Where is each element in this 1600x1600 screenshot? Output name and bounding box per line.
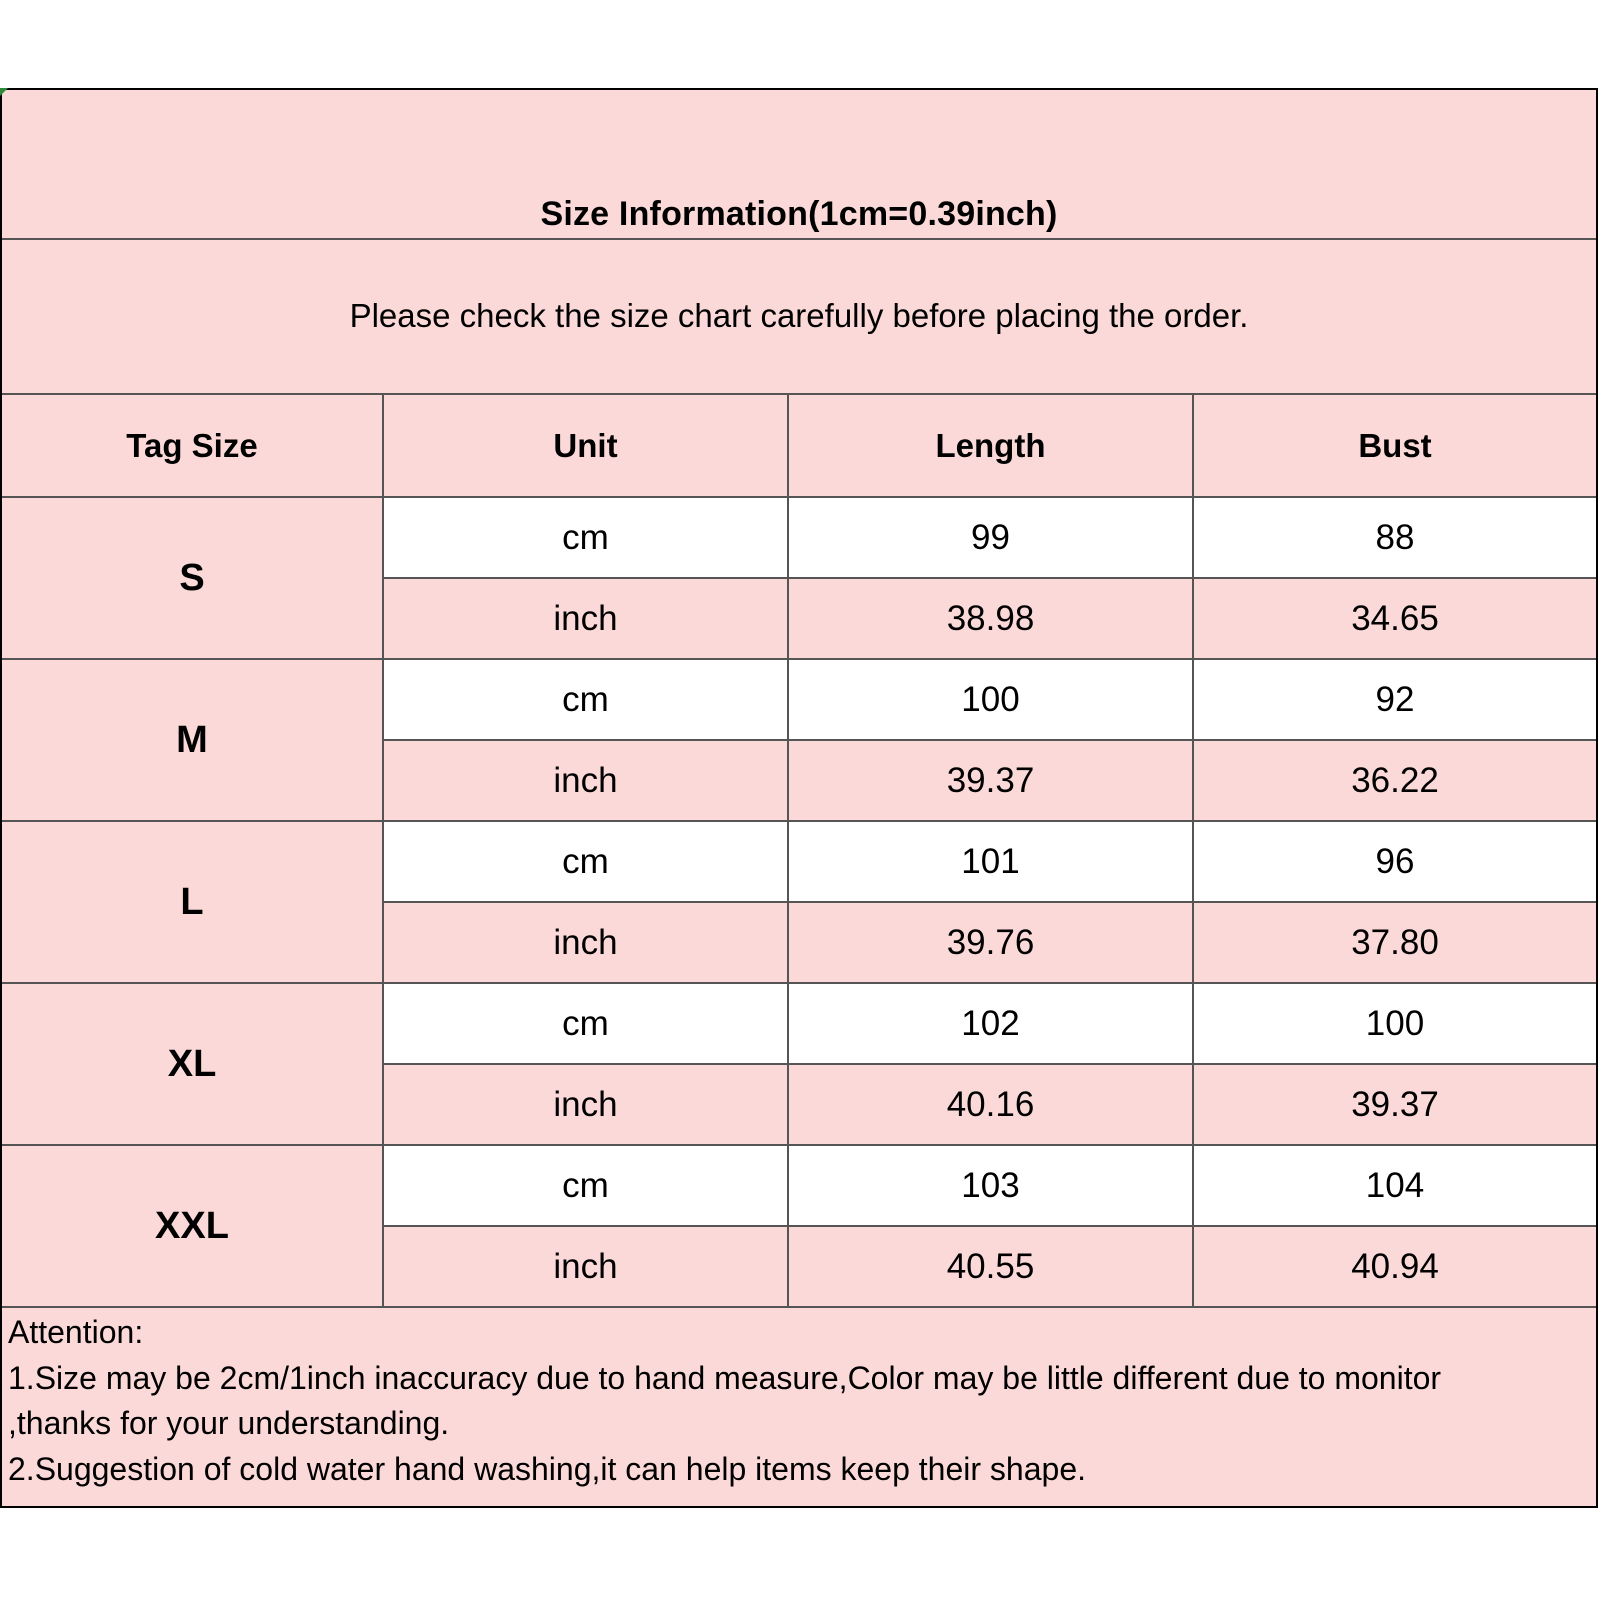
attention-line-1: 1.Size may be 2cm/1inch inaccuracy due to hand measure,Color may be little different due to monitor — [8, 1359, 1442, 1396]
bust-cell: 88 — [1193, 497, 1596, 578]
attention-line-3: 2.Suggestion of cold water hand washing,it can help items keep their shape. — [8, 1450, 1086, 1487]
tag-size-cell: L — [2, 821, 383, 983]
unit-cell: cm — [383, 1145, 788, 1226]
unit-cell: cm — [383, 659, 788, 740]
unit-cell: cm — [383, 821, 788, 902]
table-row — [2, 659, 1596, 740]
size-table — [2, 395, 1596, 1308]
tag-size-cell: S — [2, 497, 383, 659]
length-cell: 101 — [788, 821, 1193, 902]
length-cell: 102 — [788, 983, 1193, 1064]
length-cell: 38.98 — [788, 578, 1193, 659]
tag-size-cell: XL — [2, 983, 383, 1145]
bust-cell: 39.37 — [1193, 1064, 1596, 1145]
bust-cell: 40.94 — [1193, 1226, 1596, 1307]
length-cell: 100 — [788, 659, 1193, 740]
unit-cell: inch — [383, 902, 788, 983]
chart-title: Size Information(1cm=0.39inch) — [540, 195, 1058, 233]
table-header-row — [2, 395, 1596, 497]
unit-cell: cm — [383, 497, 788, 578]
table-row — [2, 821, 1596, 902]
table-row — [2, 497, 1596, 578]
chart-note: Please check the size chart carefully before placing the order. — [349, 297, 1249, 334]
header-unit: Unit — [383, 395, 788, 497]
bust-cell: 36.22 — [1193, 740, 1596, 821]
header-bust: Bust — [1193, 395, 1596, 497]
note-row — [2, 240, 1596, 395]
attention-line-2: ,thanks for your understanding. — [8, 1405, 450, 1441]
title-row — [2, 90, 1596, 240]
length-cell: 103 — [788, 1145, 1193, 1226]
bust-cell: 100 — [1193, 983, 1596, 1064]
length-cell: 99 — [788, 497, 1193, 578]
bust-cell: 92 — [1193, 659, 1596, 740]
length-cell: 40.55 — [788, 1226, 1193, 1307]
tag-size-cell: XXL — [2, 1145, 383, 1307]
unit-cell: inch — [383, 1064, 788, 1145]
bust-cell: 37.80 — [1193, 902, 1596, 983]
attention-notes — [8, 1310, 1590, 1492]
length-cell: 40.16 — [788, 1064, 1193, 1145]
unit-cell: inch — [383, 578, 788, 659]
bust-cell: 34.65 — [1193, 578, 1596, 659]
tag-size-cell: M — [2, 659, 383, 821]
unit-cell: inch — [383, 1226, 788, 1307]
unit-cell: cm — [383, 983, 788, 1064]
table-row — [2, 1145, 1596, 1226]
table-row — [2, 983, 1596, 1064]
unit-cell: inch — [383, 740, 788, 821]
attention-heading: Attention: — [8, 1314, 144, 1350]
length-cell: 39.76 — [788, 902, 1193, 983]
size-chart — [0, 88, 1598, 1508]
bust-cell: 104 — [1193, 1145, 1596, 1226]
corner-mark — [0, 88, 8, 96]
header-length: Length — [788, 395, 1193, 497]
length-cell: 39.37 — [788, 740, 1193, 821]
header-tag-size: Tag Size — [2, 395, 383, 497]
bust-cell: 96 — [1193, 821, 1596, 902]
